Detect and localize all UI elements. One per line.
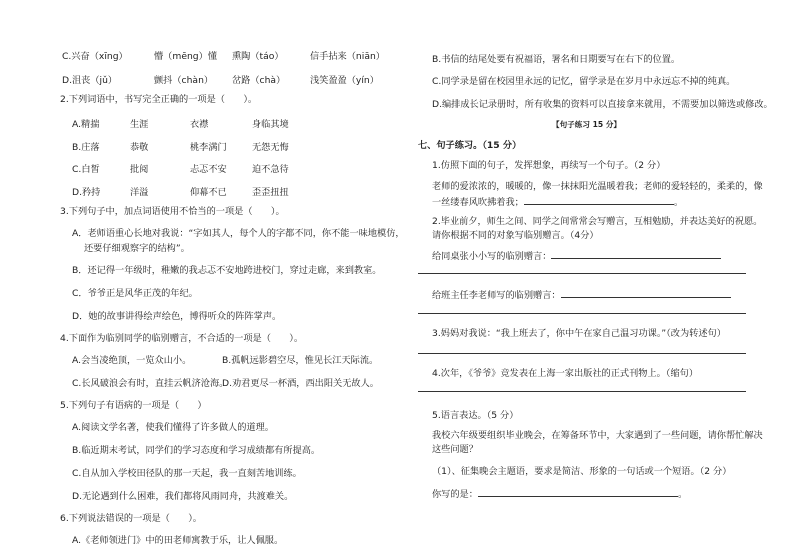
- sentence-q4: 4.次年，《爷爷》竞发表在上海一家出版社的正式刊物上。（缩句）: [432, 368, 699, 379]
- q2-row-c: [72, 161, 392, 173]
- choice-cell: C.兴奋（xīng）: [62, 51, 128, 62]
- sentence-q5-p1: 我校六年级要组织毕业晚会，在筹备环节中，大家遇到了一些问题，请你帮忙解决: [432, 430, 763, 441]
- sentence-q1-text-cont: 一丝缕春风吹拂着我； 。: [432, 197, 684, 208]
- sentence-q2: 2.毕业前夕，师生之间、同学之间常常会写赠言，互相勉励，并表达美好的祝愿。: [432, 216, 763, 227]
- option-cell: 仰幕不已: [190, 187, 227, 198]
- option-cell: A.精揣: [72, 119, 100, 130]
- q4-option-d: D.劝君更尽一杯酒，西出阳关无故人。: [222, 378, 379, 389]
- choice-cell: 岔路（chà）: [232, 75, 286, 86]
- q6-option-d: D.编排成长记录册时，所有收集的资料可以直接拿来就用，不需要加以筛选或修改。: [432, 99, 773, 110]
- option-cell: 生涯: [130, 119, 149, 130]
- q4-option-c: C.长风破浪会有时，直挂云帆济沧海。: [72, 378, 229, 389]
- option-cell: 歪歪扭扭: [252, 187, 289, 198]
- sentence-q1: 1.仿照下面的句子，发挥想象，再续写一个句子。（2 分）: [432, 160, 666, 171]
- choice-cell: D.沮丧（jǔ）: [62, 75, 118, 86]
- choice-cell: 懵（mēng）懂: [154, 51, 218, 62]
- q3-option-d: D．她的故事讲得绘声绘色，博得听众的阵阵掌声。: [72, 311, 282, 322]
- option-cell: 迫不急待: [252, 164, 289, 175]
- sentence-q2-a: [432, 249, 721, 263]
- option-cell: 衣襟: [190, 119, 209, 130]
- sentence-q3: 3.妈妈对我说：“我上班去了，你中午在家自己温习功课。”（改为转述句）: [432, 328, 726, 339]
- q2-row-b: [72, 139, 392, 151]
- q3-option-a-cont: 还要仔细观察字的结构”。: [84, 243, 190, 254]
- question-6: 6.下列说法错误的一项是（ ）。: [60, 513, 202, 524]
- option-cell: 无怨无悔: [252, 142, 289, 153]
- answer-blank[interactable]: [478, 487, 678, 497]
- q5-option-b: B.临近期末考试，同学们的学习态度和学习成绩都有所提高。: [72, 445, 321, 456]
- sentence-q1-text: 老师的爱浓浓的，暖暖的，像一抹抹阳光温暖着我；老师的爱轻轻的，柔柔的，像: [432, 181, 763, 192]
- option-cell: D.矜持: [72, 187, 101, 198]
- q6-option-c: C.同学录是留在校园里永远的记忆，留学录是在岁月中永远忘不掉的纯真。: [432, 76, 736, 87]
- option-cell: 洋溢: [130, 187, 149, 198]
- section-badge: 【句子练习 15 分】: [552, 120, 622, 129]
- option-cell: 桃李满门: [190, 142, 227, 153]
- sentence-q2-b-label: 给班主任李老师写的临别赠言：: [432, 290, 561, 301]
- question-4: 4.下面作为临别同学的临别赠言，不合适的一项是（ ）。: [60, 333, 304, 344]
- choice-cell: 颤抖（chàn）: [154, 75, 214, 86]
- sentence-q5: 5.语言表达。（5 分）: [432, 410, 519, 421]
- answer-line[interactable]: [418, 273, 746, 274]
- option-cell: 批阅: [130, 164, 149, 175]
- q4-option-a: A.会当凌绝顶，一览众山小。: [72, 355, 192, 366]
- choice-cell: 信手拈来（niān）: [310, 51, 385, 62]
- option-cell: B.庄落: [72, 142, 100, 153]
- q2-row-d: [72, 184, 392, 196]
- q3-option-a: A．老师语重心长地对我说：“字如其人，每个人的字都不同，你不能一味地模仿，: [72, 228, 405, 239]
- option-cell: 忐忑不安: [190, 164, 227, 175]
- choice-cell: 浅笑盈盈（yín）: [310, 75, 379, 86]
- q3-option-c: C．爷爷正是风华正茂的年纪。: [72, 288, 198, 299]
- sentence-q2-b: [432, 288, 731, 302]
- sentence-q5-answer-label: 你写的是：: [432, 489, 478, 500]
- q5-option-c: C.自从加入学校田径队的那一天起，我一直刻苦地训练。: [72, 468, 302, 479]
- sentence-q2-cont: 请你根据不同的对象写临别赠言。（4分）: [432, 230, 599, 241]
- answer-line[interactable]: [418, 353, 746, 354]
- q3-option-b: B．还记得一年级时，稚嫩的我忐忑不安地跨进校门，穿过走廊，来到教室。: [72, 265, 382, 276]
- sentence-q2-a-label: 给同桌张小小写的临别赠言：: [432, 251, 552, 262]
- option-cell: C.白皙: [72, 164, 100, 175]
- question-2: 2.下列词语中，书写完全正确的一项是（ ）。: [60, 94, 258, 105]
- question-3: 3.下列句子中，加点词语使用不恰当的一项是（ ）。: [60, 206, 285, 217]
- q4-option-b: B.孤帆远影碧空尽，惟见长江天际流。: [222, 355, 379, 366]
- sentence-q1-prompt: 一丝缕春风吹拂着我；: [432, 197, 524, 208]
- q2-row-a: [72, 116, 392, 128]
- choice-row-c: [62, 48, 402, 60]
- answer-blank[interactable]: [524, 195, 674, 205]
- question-5: 5.下列句子有语病的一项是（ ）: [60, 400, 207, 411]
- option-cell: 恭敬: [130, 142, 149, 153]
- choice-cell: 熏陶（táo）: [232, 51, 284, 62]
- q6-option-b: B.书信的结尾处要有祝福语，署名和日期要写在右下的位置。: [432, 54, 681, 65]
- answer-blank[interactable]: [561, 288, 731, 298]
- sentence-q5-answer: 你写的是： 。: [432, 489, 688, 500]
- q5-option-a: A.阅读文学名著，使我们懂得了许多做人的道理。: [72, 422, 274, 433]
- q6-option-a: A.《老师领进门》中的田老师寓教于乐，让人佩服。: [72, 535, 284, 546]
- sentence-q5-p2: 这些问题？: [432, 444, 478, 455]
- sentence-q5-sub1: （1）、征集晚会主题语，要求是简洁、形象的一句话或一个短语。（2 分）: [432, 466, 732, 477]
- answer-line[interactable]: [418, 313, 746, 314]
- answer-line[interactable]: [418, 391, 746, 392]
- section-title: 七、句子练习。（15 分）: [418, 140, 522, 151]
- q5-option-d: D.无论遇到什么困难，我们都将风雨同舟，共渡难关。: [72, 491, 294, 502]
- choice-row-d: [62, 72, 402, 84]
- answer-blank[interactable]: [551, 249, 721, 259]
- option-cell: 身临其境: [252, 119, 289, 130]
